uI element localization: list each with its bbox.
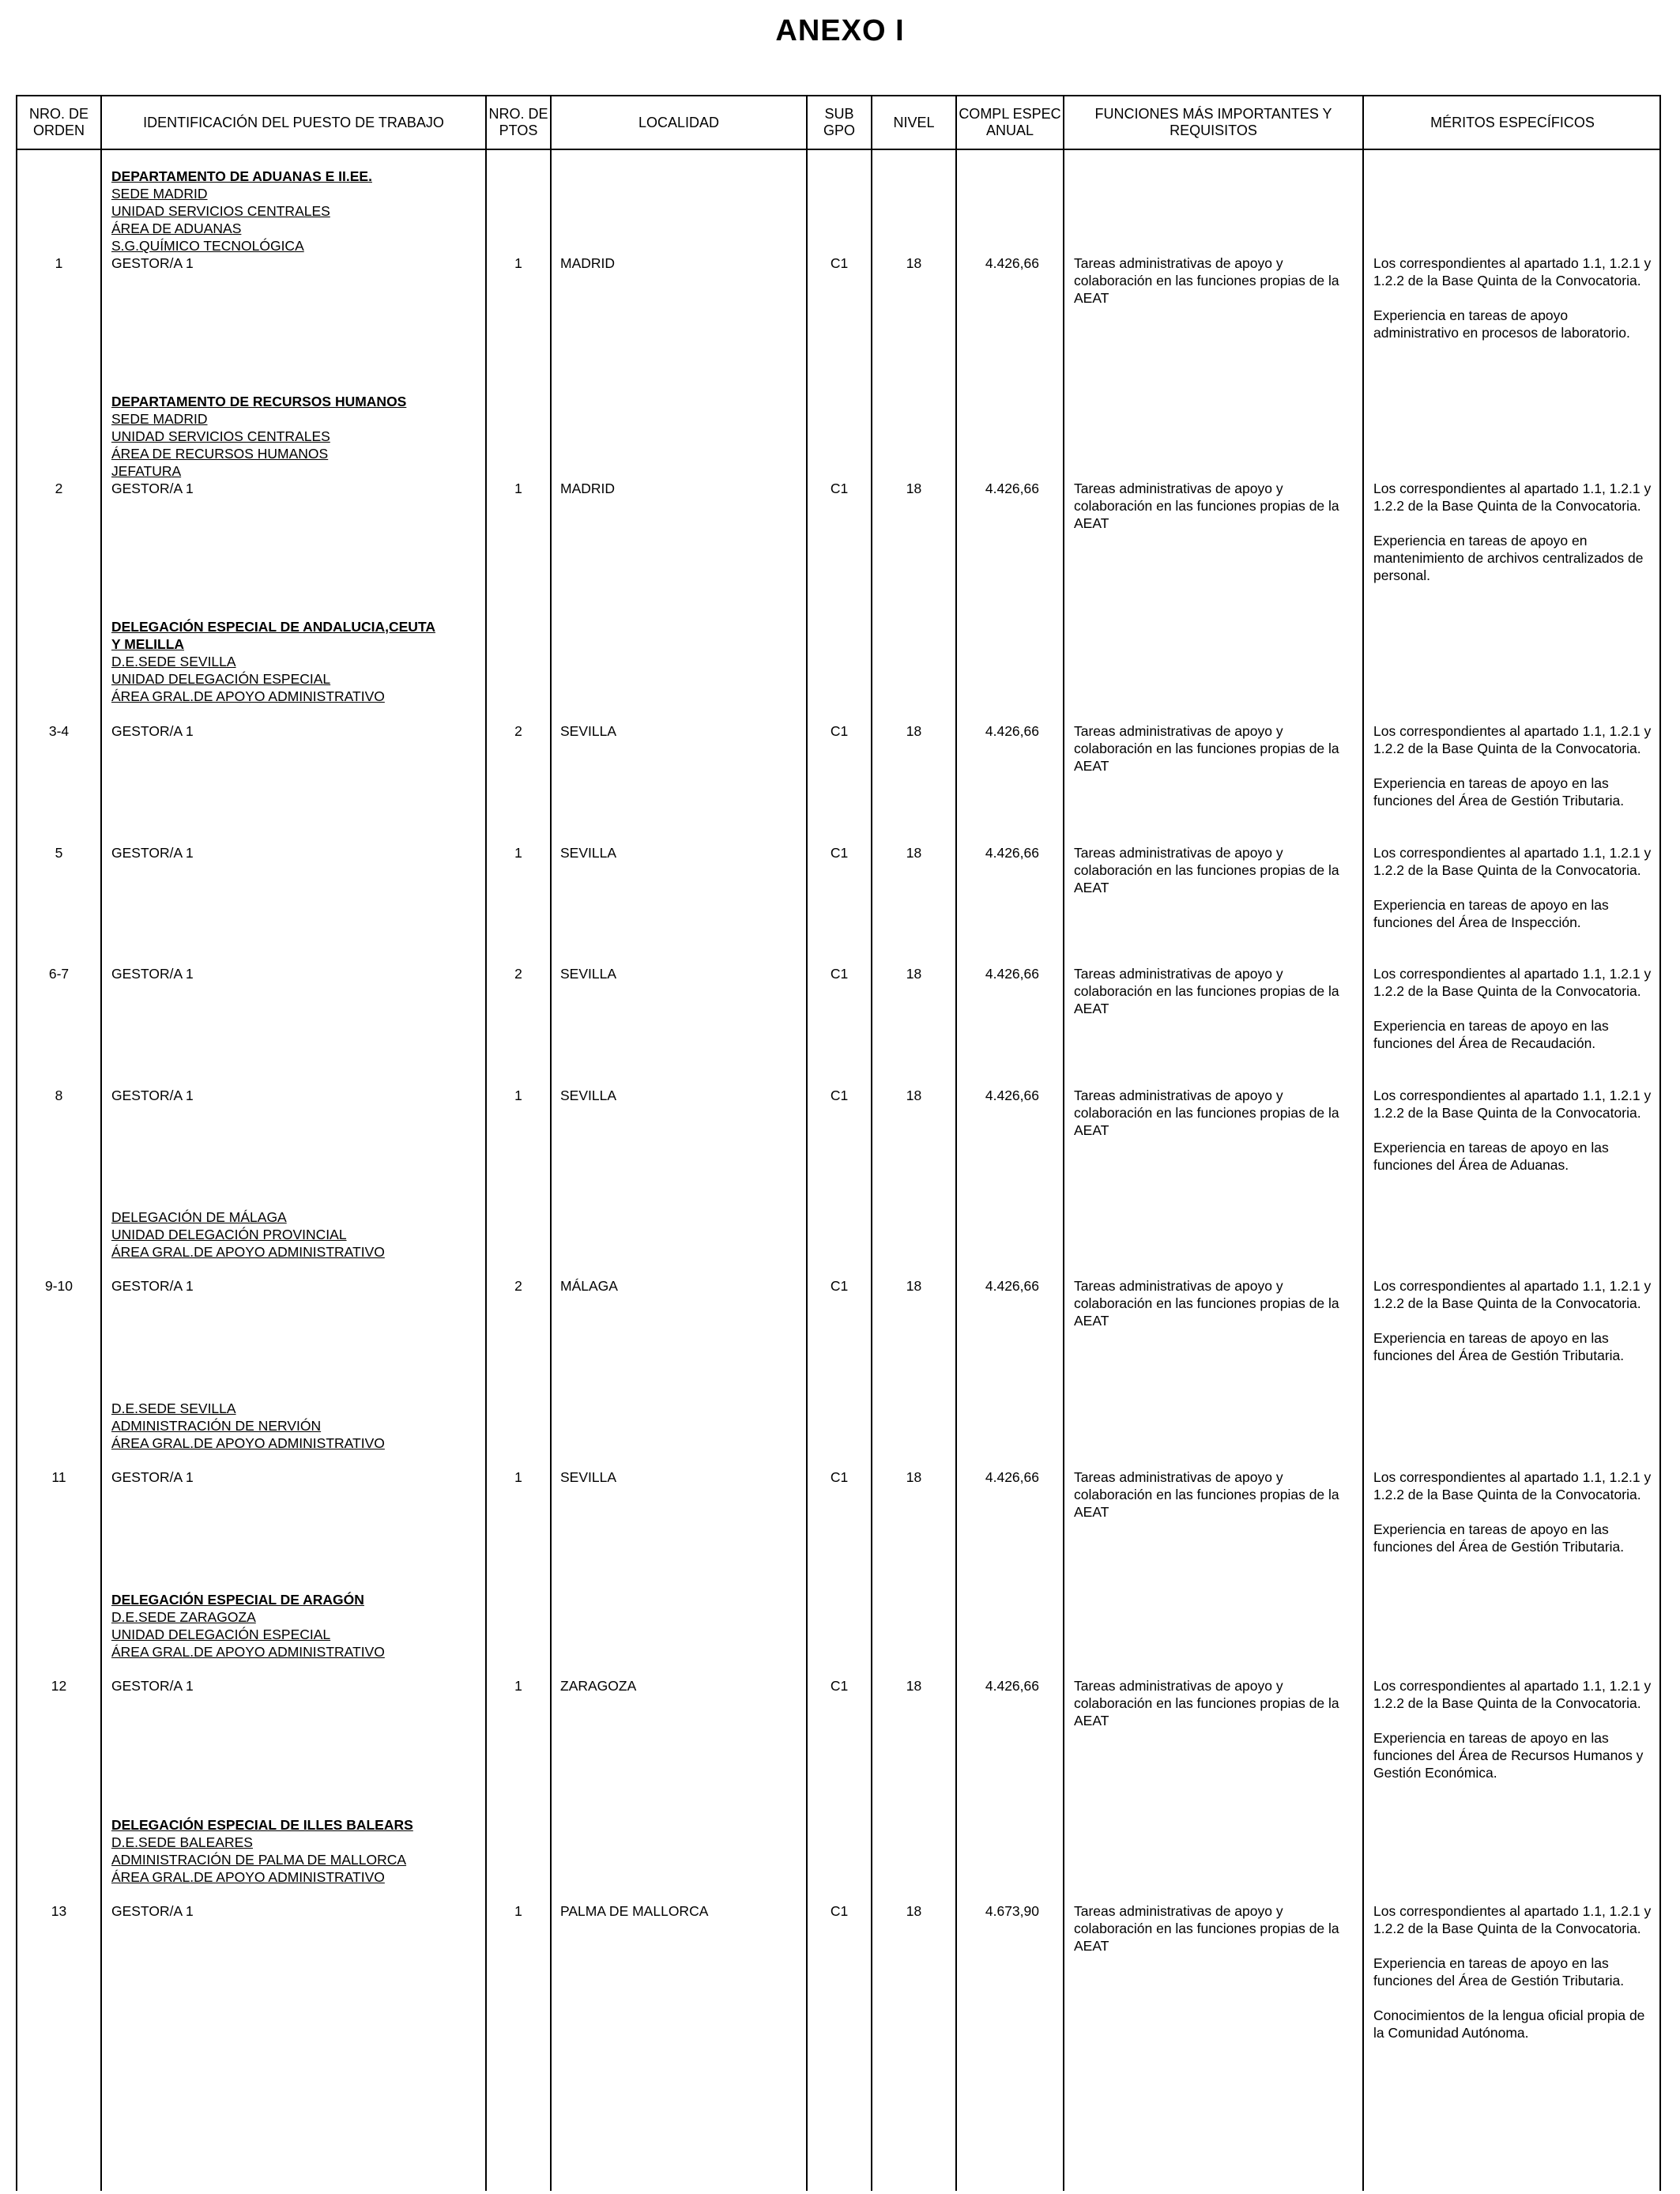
cell-funciones: Tareas administrativas de apoyo y colaboración en las funciones propias de la AEAT <box>1074 1903 1339 1954</box>
cell-orden: 11 <box>51 1469 66 1485</box>
cell-compl: 4.426,66 <box>985 1469 1039 1485</box>
cell-funciones: Tareas administrativas de apoyo y colaboración en las funciones propias de la AEAT <box>1074 845 1339 895</box>
cell-compl: 4.426,66 <box>985 1278 1039 1294</box>
unit-line: S.G.QUÍMICO TECNOLÓGICA <box>111 238 304 254</box>
unit-block <box>111 1816 483 1886</box>
merito-paragraph: Los correspondientes al apartado 1.1, 1.2.1 y 1.2.2 de la Base Quinta de la Convocatoria. <box>1373 1903 1652 1936</box>
cell-subgpo: C1 <box>830 1088 849 1103</box>
unit-line: ADMINISTRACIÓN DE PALMA DE MALLORCA <box>111 1852 407 1868</box>
cell-compl: 4.673,90 <box>985 1903 1039 1919</box>
merito-paragraph: Experiencia en tareas de apoyo en las funciones del Área de Gestión Tributaria. <box>1373 1955 1625 1989</box>
merito-paragraph: Experiencia en tareas de apoyo en las funciones del Área de Gestión Tributaria. <box>1373 1521 1625 1555</box>
cell-puesto: GESTOR/A 1 <box>111 481 194 496</box>
column-divider <box>871 95 872 2191</box>
merito-paragraph: Los correspondientes al apartado 1.1, 1.2.1 y 1.2.2 de la Base Quinta de la Convocatoria. <box>1373 1088 1652 1121</box>
cell-subgpo: C1 <box>830 966 849 982</box>
cell-funciones: Tareas administrativas de apoyo y colaboración en las funciones propias de la AEAT <box>1074 1088 1339 1138</box>
cell-ptos: 1 <box>514 1088 522 1103</box>
unit-block <box>111 618 483 705</box>
unit-block <box>111 1400 483 1452</box>
merito-paragraph: Experiencia en tareas de apoyo en las funciones del Área de Inspección. <box>1373 897 1609 930</box>
merito-paragraph: Los correspondientes al apartado 1.1, 1.2.1 y 1.2.2 de la Base Quinta de la Convocatoria. <box>1373 1678 1652 1711</box>
cell-funciones: Tareas administrativas de apoyo y colaboración en las funciones propias de la AEAT <box>1074 1278 1339 1329</box>
unit-line: D.E.SEDE SEVILLA <box>111 1400 236 1416</box>
cell-orden: 12 <box>51 1678 67 1694</box>
cell-nivel: 18 <box>906 1903 922 1919</box>
cell-localidad: SEVILLA <box>560 966 617 982</box>
unit-line: ÁREA GRAL.DE APOYO ADMINISTRATIVO <box>111 1869 385 1885</box>
unit-line: ÁREA GRAL.DE APOYO ADMINISTRATIVO <box>111 1244 385 1260</box>
cell-nivel: 18 <box>906 966 922 982</box>
merito-paragraph: Experiencia en tareas de apoyo en las funciones del Área de Recaudación. <box>1373 1018 1609 1051</box>
unit-line: ÁREA DE ADUANAS <box>111 221 242 236</box>
unit-line: DELEGACIÓN ESPECIAL DE ARAGÓN <box>111 1592 364 1608</box>
cell-puesto: GESTOR/A 1 <box>111 1088 194 1103</box>
cell-localidad: SEVILLA <box>560 1088 617 1103</box>
cell-puesto: GESTOR/A 1 <box>111 723 194 739</box>
header-orden: NRO. DE ORDEN <box>28 106 89 138</box>
cell-localidad: MADRID <box>560 255 616 271</box>
merito-paragraph: Los correspondientes al apartado 1.1, 1.2.1 y 1.2.2 de la Base Quinta de la Convocatoria. <box>1373 966 1652 999</box>
cell-puesto: GESTOR/A 1 <box>111 1469 194 1485</box>
cell-nivel: 18 <box>906 1088 922 1103</box>
merito-paragraph: Experiencia en tareas de apoyo en mantenimiento de archivos centralizados de personal. <box>1373 533 1644 583</box>
cell-meritos <box>1373 965 1652 1052</box>
cell-localidad: SEVILLA <box>560 723 617 739</box>
cell-meritos <box>1373 1677 1652 1781</box>
cell-ptos: 1 <box>514 255 522 271</box>
merito-paragraph: Los correspondientes al apartado 1.1, 1.2.1 y 1.2.2 de la Base Quinta de la Convocatoria. <box>1373 1278 1652 1311</box>
column-divider <box>1362 95 1364 2191</box>
unit-line: DEPARTAMENTO DE RECURSOS HUMANOS <box>111 394 407 409</box>
cell-localidad: PALMA DE MALLORCA <box>560 1903 709 1919</box>
page-title: ANEXO I <box>775 14 905 47</box>
cell-subgpo: C1 <box>830 1678 849 1694</box>
merito-paragraph: Los correspondientes al apartado 1.1, 1.2.1 y 1.2.2 de la Base Quinta de la Convocatoria. <box>1373 1469 1652 1502</box>
cell-meritos <box>1373 254 1652 341</box>
unit-line: UNIDAD SERVICIOS CENTRALES <box>111 428 330 444</box>
cell-compl: 4.426,66 <box>985 481 1039 496</box>
header-compl: COMPL ESPEC ANUAL <box>959 106 1061 138</box>
unit-line: UNIDAD SERVICIOS CENTRALES <box>111 203 330 219</box>
merito-paragraph: Experiencia en tareas de apoyo en las funciones del Área de Gestión Tributaria. <box>1373 1330 1625 1363</box>
cell-subgpo: C1 <box>830 1903 849 1919</box>
cell-puesto: GESTOR/A 1 <box>111 255 194 271</box>
unit-line: DEPARTAMENTO DE ADUANAS E II.EE. <box>111 168 372 184</box>
cell-meritos <box>1373 844 1652 931</box>
cell-ptos: 1 <box>514 1678 522 1694</box>
cell-subgpo: C1 <box>830 845 849 861</box>
unit-line: ÁREA GRAL.DE APOYO ADMINISTRATIVO <box>111 1644 385 1660</box>
unit-block <box>111 393 483 480</box>
cell-subgpo: C1 <box>830 1469 849 1485</box>
column-divider <box>806 95 808 2191</box>
cell-funciones: Tareas administrativas de apoyo y colaboración en las funciones propias de la AEAT <box>1074 255 1339 306</box>
cell-funciones: Tareas administrativas de apoyo y colaboración en las funciones propias de la AEAT <box>1074 481 1339 531</box>
unit-line: UNIDAD DELEGACIÓN PROVINCIAL <box>111 1227 347 1242</box>
cell-orden: 13 <box>51 1903 67 1919</box>
header-meritos: MÉRITOS ESPECÍFICOS <box>1430 114 1595 130</box>
cell-compl: 4.426,66 <box>985 723 1039 739</box>
cell-funciones: Tareas administrativas de apoyo y colaboración en las funciones propias de la AEAT <box>1074 1678 1339 1728</box>
cell-localidad: MADRID <box>560 481 616 496</box>
unit-line: UNIDAD DELEGACIÓN ESPECIAL <box>111 671 331 687</box>
unit-line: JEFATURA <box>111 463 182 479</box>
cell-funciones: Tareas administrativas de apoyo y colaboración en las funciones propias de la AEAT <box>1074 966 1339 1016</box>
cell-localidad: MÁLAGA <box>560 1278 618 1294</box>
unit-line: D.E.SEDE SEVILLA <box>111 654 236 669</box>
cell-ptos: 2 <box>514 966 522 982</box>
unit-line: ADMINISTRACIÓN DE NERVIÓN <box>111 1418 322 1434</box>
cell-nivel: 18 <box>906 255 922 271</box>
unit-line: DELEGACIÓN ESPECIAL DE ILLES BALEARS <box>111 1817 413 1833</box>
cell-meritos <box>1373 480 1652 584</box>
cell-ptos: 1 <box>514 1903 522 1919</box>
merito-paragraph: Conocimientos de la lengua oficial propia de la Comunidad Autónoma. <box>1373 2007 1645 2041</box>
merito-paragraph: Los correspondientes al apartado 1.1, 1.2.1 y 1.2.2 de la Base Quinta de la Convocatoria. <box>1373 845 1652 878</box>
cell-funciones: Tareas administrativas de apoyo y colaboración en las funciones propias de la AEAT <box>1074 723 1339 774</box>
merito-paragraph: Experiencia en tareas de apoyo en las funciones del Área de Aduanas. <box>1373 1140 1609 1173</box>
header-nivel: NIVEL <box>893 114 935 130</box>
cell-puesto: GESTOR/A 1 <box>111 1278 194 1294</box>
cell-nivel: 18 <box>906 1469 922 1485</box>
cell-nivel: 18 <box>906 1278 922 1294</box>
header-identificacion: IDENTIFICACIÓN DEL PUESTO DE TRABAJO <box>143 114 444 130</box>
cell-puesto: GESTOR/A 1 <box>111 966 194 982</box>
cell-meritos <box>1373 1902 1652 2041</box>
cell-compl: 4.426,66 <box>985 255 1039 271</box>
unit-line: DELEGACIÓN DE MÁLAGA <box>111 1209 287 1225</box>
unit-block <box>111 1208 483 1261</box>
merito-paragraph: Experiencia en tareas de apoyo en las funciones del Área de Recursos Humanos y Gestión Económica. <box>1373 1730 1644 1781</box>
cell-orden: 8 <box>55 1088 63 1103</box>
cell-localidad: SEVILLA <box>560 845 617 861</box>
cell-ptos: 1 <box>514 845 522 861</box>
cell-orden: 6-7 <box>48 966 70 982</box>
cell-nivel: 18 <box>906 481 922 496</box>
cell-meritos <box>1373 1277 1652 1364</box>
header-funciones: FUNCIONES MÁS IMPORTANTES Y REQUISITOS <box>1094 106 1332 138</box>
column-divider <box>485 95 487 2191</box>
unit-line: D.E.SEDE BALEARES <box>111 1834 253 1850</box>
cell-localidad: ZARAGOZA <box>560 1678 637 1694</box>
cell-compl: 4.426,66 <box>985 966 1039 982</box>
unit-line: ÁREA GRAL.DE APOYO ADMINISTRATIVO <box>111 688 385 704</box>
cell-orden: 9-10 <box>44 1278 73 1294</box>
column-divider <box>100 95 102 2191</box>
cell-compl: 4.426,66 <box>985 1088 1039 1103</box>
header-divider <box>16 149 1661 150</box>
cell-orden: 1 <box>55 255 63 271</box>
unit-line: ÁREA DE RECURSOS HUMANOS <box>111 446 329 462</box>
merito-paragraph: Experiencia en tareas de apoyo en las funciones del Área de Gestión Tributaria. <box>1373 775 1625 809</box>
cell-compl: 4.426,66 <box>985 1678 1039 1694</box>
cell-meritos <box>1373 722 1652 809</box>
merito-paragraph: Los correspondientes al apartado 1.1, 1.2.1 y 1.2.2 de la Base Quinta de la Convocatoria. <box>1373 481 1652 514</box>
cell-ptos: 2 <box>514 723 522 739</box>
unit-line: ÁREA GRAL.DE APOYO ADMINISTRATIVO <box>111 1435 385 1451</box>
cell-meritos <box>1373 1468 1652 1555</box>
cell-orden: 2 <box>55 481 63 496</box>
cell-nivel: 18 <box>906 845 922 861</box>
header-subgpo: SUB GPO <box>823 106 855 138</box>
unit-line: Y MELILLA <box>111 636 185 652</box>
cell-compl: 4.426,66 <box>985 845 1039 861</box>
column-divider <box>550 95 552 2191</box>
cell-nivel: 18 <box>906 723 922 739</box>
cell-puesto: GESTOR/A 1 <box>111 845 194 861</box>
cell-ptos: 1 <box>514 1469 522 1485</box>
merito-paragraph: Los correspondientes al apartado 1.1, 1.2.1 y 1.2.2 de la Base Quinta de la Convocatoria. <box>1373 255 1652 288</box>
header-localidad: LOCALIDAD <box>638 114 720 130</box>
column-divider <box>1063 95 1064 2191</box>
cell-puesto: GESTOR/A 1 <box>111 1678 194 1694</box>
unit-line: DELEGACIÓN ESPECIAL DE ANDALUCIA,CEUTA <box>111 619 435 635</box>
cell-meritos <box>1373 1087 1652 1174</box>
unit-block <box>111 1591 483 1661</box>
merito-paragraph: Los correspondientes al apartado 1.1, 1.2.1 y 1.2.2 de la Base Quinta de la Convocatoria. <box>1373 723 1652 756</box>
cell-funciones: Tareas administrativas de apoyo y colaboración en las funciones propias de la AEAT <box>1074 1469 1339 1520</box>
cell-localidad: SEVILLA <box>560 1469 617 1485</box>
merito-paragraph: Experiencia en tareas de apoyo administrativo en procesos de laboratorio. <box>1373 307 1630 341</box>
column-divider <box>955 95 957 2191</box>
cell-subgpo: C1 <box>830 255 849 271</box>
cell-orden: 5 <box>55 845 63 861</box>
unit-line: SEDE MADRID <box>111 411 208 427</box>
cell-subgpo: C1 <box>830 723 849 739</box>
cell-orden: 3-4 <box>48 723 70 739</box>
unit-line: D.E.SEDE ZARAGOZA <box>111 1609 256 1625</box>
cell-ptos: 1 <box>514 481 522 496</box>
cell-subgpo: C1 <box>830 481 849 496</box>
cell-puesto: GESTOR/A 1 <box>111 1903 194 1919</box>
cell-subgpo: C1 <box>830 1278 849 1294</box>
cell-ptos: 2 <box>514 1278 522 1294</box>
header-ptos: NRO. DE PTOS <box>488 106 548 138</box>
unit-line: SEDE MADRID <box>111 186 208 202</box>
unit-block <box>111 168 483 254</box>
unit-line: UNIDAD DELEGACIÓN ESPECIAL <box>111 1627 331 1642</box>
cell-nivel: 18 <box>906 1678 922 1694</box>
